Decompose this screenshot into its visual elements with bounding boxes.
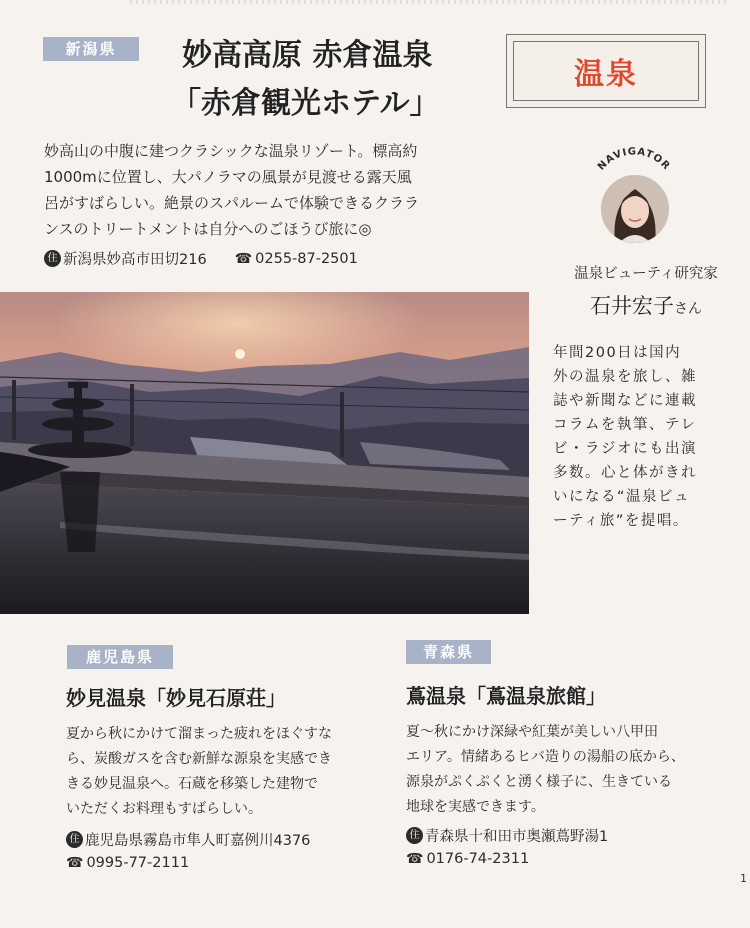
right-phone: 0176-74-2311: [426, 851, 530, 867]
left-description-line: いただくお料理もすばらしい。: [66, 801, 262, 817]
main-description-line: 妙高山の中腹に建つクラシックな温泉リゾート。標高約: [44, 142, 418, 160]
main-description-line: 1000mに位置し、大パノラマの風景が見渡せる露天風: [44, 168, 412, 186]
navigator-bio-line: いになる“温泉ビュ: [553, 489, 691, 505]
onsen-photo-illustration: [0, 292, 529, 614]
page-number: 1: [740, 872, 747, 885]
category-label: 温泉: [574, 57, 638, 92]
prefecture-badge-kagoshima: 鹿児島県: [67, 645, 173, 669]
svg-text:NAVIGATOR: [596, 146, 672, 172]
navigator-bio-line: ーティ旅”を提唱。: [553, 513, 689, 529]
navigator-bio-line: 年間200日は国内: [553, 345, 682, 361]
navigator-bio-line: 誌や新聞などに連載: [553, 393, 697, 409]
left-description-line: ら、炭酸ガスを含む新鮮な源泉を実感でき: [66, 751, 332, 767]
right-phone-line: [406, 851, 529, 867]
left-description-line: 夏から秋にかけて溜まった疲れをほぐすな: [66, 726, 332, 742]
right-address: 青森県十和田市奥瀬蔦野湯1: [425, 829, 609, 845]
phone-icon: ☎: [406, 851, 424, 867]
main-title-line1: 妙高高原 赤倉温泉: [182, 38, 433, 73]
address-icon: 住: [406, 827, 423, 844]
navigator-bio-line: コラムを執筆、テレ: [553, 417, 697, 433]
right-feature-description: [406, 720, 736, 820]
navigator-bio-line: ビ・ラジオにも出演: [553, 441, 697, 457]
onsen-sunset-photo: [0, 292, 529, 614]
navigator-honorific: さん: [674, 301, 702, 317]
navigator-label: NAVIGATOR: [595, 146, 673, 173]
address-icon: 住: [44, 250, 61, 267]
navigator-portrait-icon: [601, 175, 669, 243]
left-description-line: きる妙見温泉へ。石蔵を移築した建物で: [66, 776, 318, 792]
right-description-line: エリア。情緒あるヒバ造りの湯船の底から、: [406, 749, 685, 765]
phone-icon: ☎: [234, 250, 253, 267]
main-address: 新潟県妙高市田切216: [63, 252, 207, 268]
main-description-line: ンスのトリートメントは自分へのごほうび旅に◎: [44, 220, 372, 238]
phone-icon: ☎: [66, 855, 84, 871]
left-phone: 0995-77-2111: [86, 855, 190, 871]
left-feature-title: 妙見温泉「妙見石原荘」: [66, 686, 286, 710]
category-label-inner: [513, 41, 699, 101]
prefecture-badge-niigata: 新潟県: [43, 37, 139, 61]
main-phone: 0255-87-2501: [255, 250, 358, 267]
prefecture-badge-aomori: 青森県: [406, 640, 491, 664]
navigator-bio-line: 多数。心と体がきれ: [553, 465, 697, 481]
main-contact-line: [44, 248, 358, 269]
navigator-avatar: [601, 175, 669, 243]
left-feature-description: [66, 722, 386, 822]
right-description-line: 地球を実感できます。: [406, 799, 545, 815]
navigator-role: 温泉ビューティ研究家: [574, 266, 718, 282]
address-icon: 住: [66, 831, 83, 848]
navigator-name-text: 石井宏子: [590, 294, 674, 318]
left-address-line: [66, 829, 310, 850]
left-phone-line: [66, 855, 189, 871]
navigator-bio-line: 外の温泉を旅し、雑: [553, 369, 697, 385]
navigator-name: [546, 290, 746, 320]
right-feature-title: 蔦温泉「蔦温泉旅館」: [406, 684, 606, 708]
right-description-line: 夏〜秋にかけ深緑や紅葉が美しい八甲田: [406, 724, 658, 740]
top-edge-decoration: [130, 0, 730, 4]
main-description: [44, 138, 534, 242]
navigator-bio: [553, 341, 715, 533]
left-address: 鹿児島県霧島市隼人町嘉例川4376: [85, 833, 311, 849]
main-title-line2: 「赤倉観光ホテル」: [171, 86, 440, 121]
right-address-line: [406, 825, 608, 846]
main-description-line: 呂がすばらしい。絶景のスパルームで体験できるクララ: [44, 194, 420, 212]
right-description-line: 源泉がぷくぷくと湧く様子に、生きている: [406, 774, 672, 790]
category-label-box: [506, 34, 706, 108]
